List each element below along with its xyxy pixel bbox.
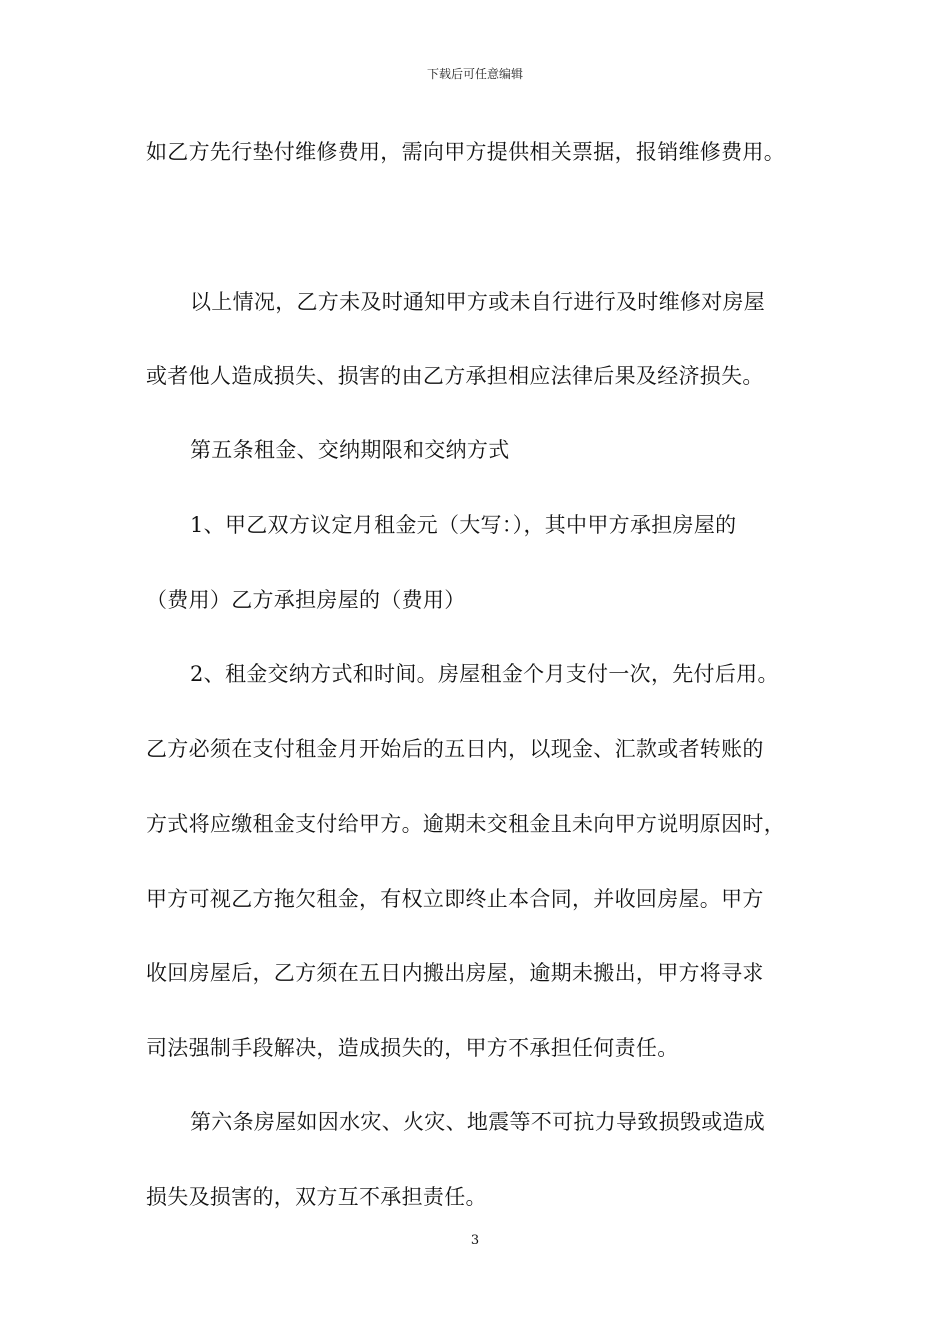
page-number: 3 — [470, 1233, 480, 1248]
text-line-9: 方式将应缴租金支付给甲方。逾期未交租金且未向甲方说明原因时， — [146, 812, 785, 836]
section-heading-article-5: 第五条租金、交纳期限和交纳方式 — [190, 438, 510, 462]
text-line-6: （费用）乙方承担房屋的（费用） — [146, 588, 466, 612]
text-line-2: 以上情况，乙方未及时通知甲方或未自行进行及时维修对房屋 — [190, 290, 766, 314]
text-line-12: 司法强制手段解决，造成损失的，甲方不承担任何责任。 — [146, 1036, 679, 1060]
text-line-5: 1、甲乙双方议定月租金元（大写：），其中甲方承担房屋的 — [190, 513, 737, 537]
section-heading-article-6: 第六条房屋如因水灾、火灾、地震等不可抗力导致损毁或造成 — [190, 1110, 766, 1134]
text-line-8: 乙方必须在支付租金月开始后的五日内，以现金、汇款或者转账的 — [146, 737, 764, 761]
text-line-14: 损失及损害的，双方互不承担责任。 — [146, 1185, 487, 1209]
text-line-10: 甲方可视乙方拖欠租金，有权立即终止本合同，并收回房屋。甲方 — [146, 887, 764, 911]
text-line-11: 收回房屋后，乙方须在五日内搬出房屋，逾期未搬出，甲方将寻求 — [146, 961, 764, 985]
text-line-7: 2、租金交纳方式和时间。房屋租金个月支付一次，先付后用。 — [190, 662, 779, 686]
text-line-1: 如乙方先行垫付维修费用，需向甲方提供相关票据，报销维修费用。 — [146, 140, 785, 164]
page-header: 下载后可任意编辑 — [426, 67, 523, 81]
text-line-3: 或者他人造成损失、损害的由乙方承担相应法律后果及经济损失。 — [146, 364, 764, 388]
